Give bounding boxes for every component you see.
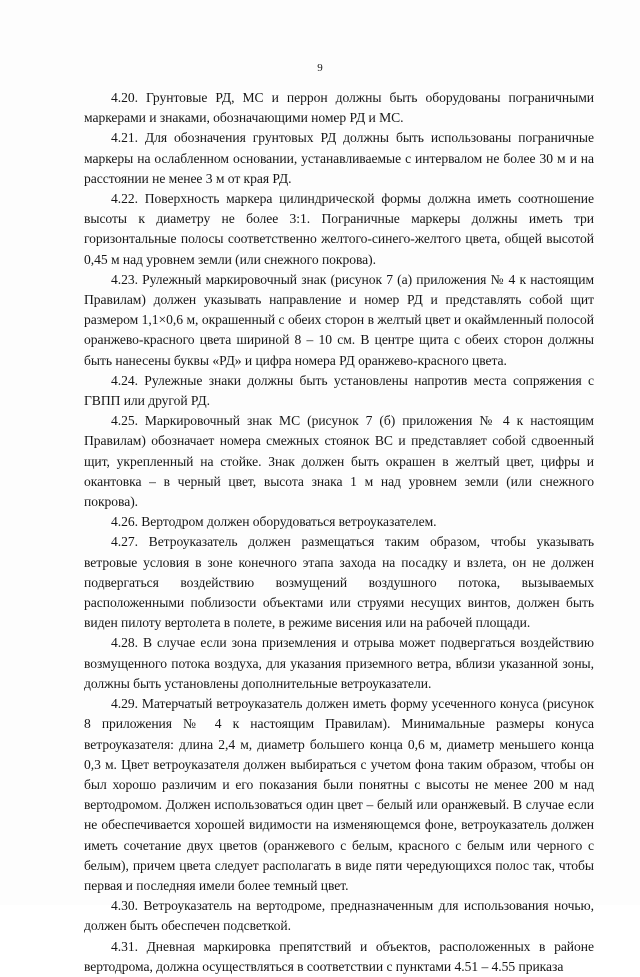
paragraph-4-26: 4.26. Вертодром должен оборудоваться ветроуказателем. xyxy=(111,514,437,530)
paragraph-4-24: 4.24. Рулежные знаки должны быть установлены напротив места сопряжения с ГВПП или другой РД. xyxy=(84,372,594,409)
paragraph-4-31: 4.31. Дневная маркировка препятствий и объектов, расположенных в районе вертодрома, должна осуществляться в соответствии с пунктами 4.51 – 4.55 приказа xyxy=(84,938,594,974)
paragraph-4-28: 4.28. В случае если зона приземления и отрыва может подвергаться воздействию возмущенного потока воздуха, для указания приземного ветра, вблизи указанной зоны, должны быть установлены дополнительные ветроуказатели. xyxy=(84,635,594,691)
paragraph-4-22: 4.22. Поверхность маркера цилиндрической формы должна иметь соотношение высоты к диаметру не более 3:1. Пограничные маркеры должны иметь три горизонтальные полосы соответственно желтого-синего-желтого цвета, общей высотой 0,45 м над уровнем земли (или снежного покрова). xyxy=(84,191,594,267)
paragraph-4-20: 4.20. Грунтовые РД, МС и перрон должны быть оборудованы пограничными маркерами и знаками, обозначающими номер РД и МС. xyxy=(84,90,594,126)
document-body xyxy=(84,88,594,977)
paragraph-4-25: 4.25. Маркировочный знак МС (рисунок 7 (б) приложения № 4 к настоящим Правилам) обозначает номера смежных стоянок ВС и представляет собой сдвоенный щит, укрепленный на стойке. Знак должен быть окрашен в желтый цвет, цифры и окантовка – в черный цвет, высота знака 1 м над уровнем земли (или снежного покрова). xyxy=(84,413,594,510)
paragraph-4-21: 4.21. Для обозначения грунтовых РД должны быть использованы пограничные маркеры на ослабленном основании, устанавливаемые с интервалом не более 30 м и на расстоянии не менее 3 м от края РД. xyxy=(84,130,594,186)
page-number: 9 xyxy=(317,62,323,74)
paragraph-4-23: 4.23. Рулежный маркировочный знак (рисунок 7 (а) приложения № 4 к настоящим Правилам) должен указывать направление и номер РД и представлять собой щит размером 1,1×0,6 м, окрашенный с обеих сторон в желтый цвет и окаймленный полосой оранжево-красного цвета шириной 8 – 10 см. В центре щита с обеих сторон должны быть нанесены буквы «РД» и цифра номера РД оранжево-красного цвета. xyxy=(84,271,594,368)
paragraph-4-30: 4.30. Ветроуказатель на вертодроме, предназначенным для использования ночью, должен быть обеспечен подсветкой. xyxy=(84,898,594,934)
paragraph-4-29: 4.29. Матерчатый ветроуказатель должен иметь форму усеченного конуса (рисунок 8 приложения № 4 к настоящим Правилам). Минимальные размеры конуса ветроуказателя: длина 2,4 м, диаметр большего конца 0,6 м, диаметр меньшего конца 0,3 м. Цвет ветроуказателя должен выбираться с учетом фона таким образом, чтобы он был хорошо различим и его показания были понятны с высоты не менее 200 м над вертодромом. Должен использоваться один цвет – белый или оранжевый. В случае если не обеспечивается хорошей видимости на изменяющемся фоне, ветроуказатель должен иметь сочетание двух цветов (оранжевого с белым, красного с белым или черного с белым), причем цвета следует располагать в виде пяти чередующихся полос так, чтобы первая и последняя имели более темный цвет. xyxy=(84,696,594,893)
paragraph-4-27: 4.27. Ветроуказатель должен размещаться таким образом, чтобы указывать ветровые условия в зоне конечного этапа захода на посадку и взлета, он не должен подвергаться воздействию возмущений воздушного потока, вызываемых расположенными поблизости объектами или струями несущих винтов, должен быть виден пилоту вертолета в полете, в режиме висения или на рабочей площади. xyxy=(84,534,594,631)
